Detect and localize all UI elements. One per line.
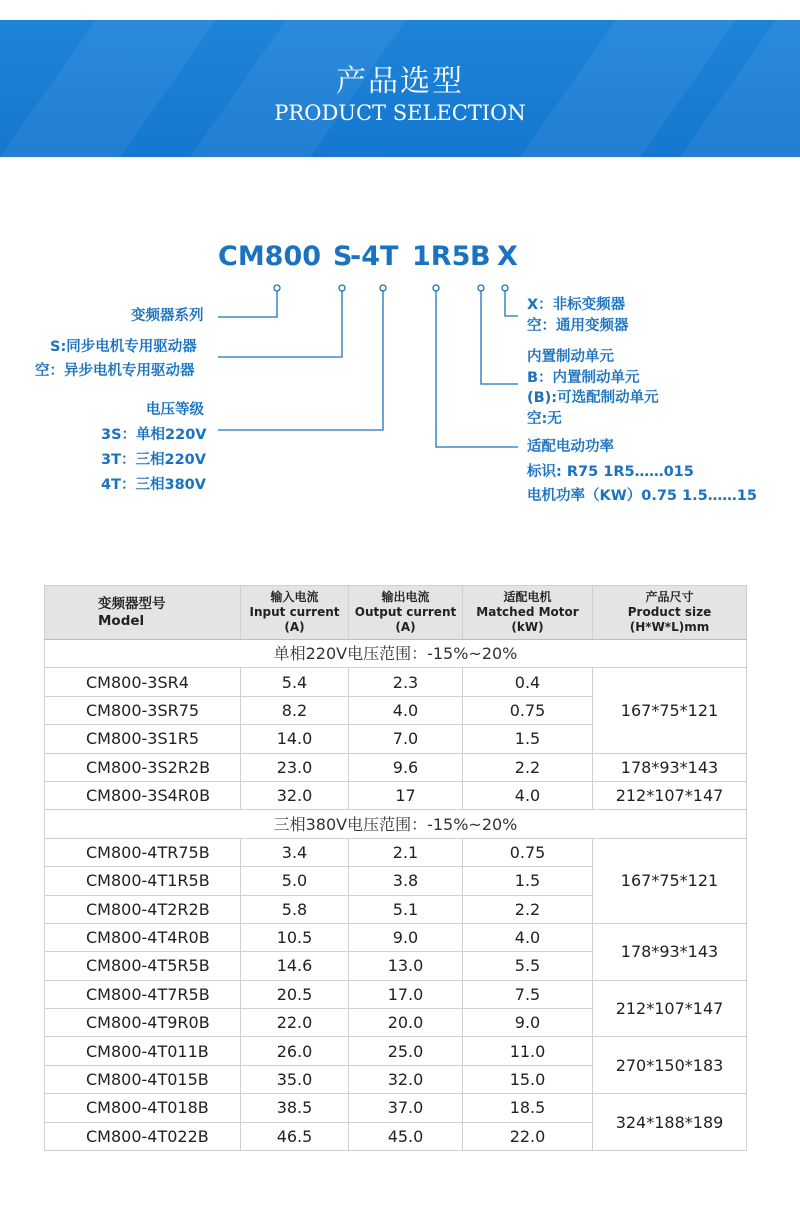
cell-input: 14.0 bbox=[241, 725, 349, 753]
cell-input: 5.0 bbox=[241, 867, 349, 895]
section-row bbox=[45, 810, 747, 838]
cell-size: 178*93*143 bbox=[593, 753, 747, 781]
cell-input: 35.0 bbox=[241, 1065, 349, 1093]
cell-motor: 1.5 bbox=[463, 725, 593, 753]
table-row bbox=[45, 838, 747, 866]
cell-output: 37.0 bbox=[349, 1094, 463, 1122]
cell-motor: 22.0 bbox=[463, 1122, 593, 1150]
cell-model: CM800-4T7R5B bbox=[45, 980, 241, 1008]
code-series: CM800 bbox=[218, 241, 322, 272]
cell-model: CM800-4TR75B bbox=[45, 838, 241, 866]
cell-model: CM800-4T2R2B bbox=[45, 895, 241, 923]
cell-model: CM800-4T5R5B bbox=[45, 952, 241, 980]
cell-input: 5.4 bbox=[241, 668, 349, 696]
cell-output: 3.8 bbox=[349, 867, 463, 895]
cell-motor: 0.4 bbox=[463, 668, 593, 696]
cell-output: 2.1 bbox=[349, 838, 463, 866]
cell-output: 4.0 bbox=[349, 696, 463, 724]
cell-input: 10.5 bbox=[241, 923, 349, 951]
cell-motor: 4.0 bbox=[463, 781, 593, 809]
cell-input: 32.0 bbox=[241, 781, 349, 809]
header-size: 产品尺寸 Product size (H*W*L)mm bbox=[593, 586, 747, 640]
code-voltage: -4T bbox=[350, 241, 399, 272]
cell-model: CM800-4T9R0B bbox=[45, 1009, 241, 1037]
cell-size: 178*93*143 bbox=[593, 923, 747, 980]
cell-motor: 2.2 bbox=[463, 753, 593, 781]
legend-power-title: 适配电动功率 bbox=[527, 439, 614, 455]
cell-size: 167*75*121 bbox=[593, 838, 747, 923]
legend-brake-none: 空:无 bbox=[527, 411, 562, 427]
cell-model: CM800-3SR75 bbox=[45, 696, 241, 724]
page-title: 产品选型 bbox=[336, 64, 464, 99]
section-row bbox=[45, 640, 747, 668]
legend-brake-b: B：内置制动单元 bbox=[527, 370, 640, 386]
cell-input: 46.5 bbox=[241, 1122, 349, 1150]
cell-model: CM800-3SR4 bbox=[45, 668, 241, 696]
cell-output: 45.0 bbox=[349, 1122, 463, 1150]
legend-power-values: 电机功率（KW）0.75 1.5……15 bbox=[527, 488, 757, 504]
cell-motor: 18.5 bbox=[463, 1094, 593, 1122]
legend-sync-2: 空：异步电机专用驱动器 bbox=[35, 363, 195, 379]
legend-voltage-title: 电压等级 bbox=[146, 402, 204, 418]
cell-size: 167*75*121 bbox=[593, 668, 747, 753]
cell-output: 5.1 bbox=[349, 895, 463, 923]
code-sync: S bbox=[333, 241, 353, 272]
table-row bbox=[45, 980, 747, 1008]
cell-size: 324*188*189 bbox=[593, 1094, 747, 1151]
legend-x-2: 空：通用变频器 bbox=[527, 318, 629, 334]
cell-input: 14.6 bbox=[241, 952, 349, 980]
code-power: 1R5 bbox=[412, 241, 471, 272]
legend-brake-opt: (B):可选配制动单元 bbox=[527, 390, 659, 406]
header-input: 输入电流 Input current (A) bbox=[241, 586, 349, 640]
cell-size: 212*107*147 bbox=[593, 980, 747, 1037]
cell-model: CM800-4T1R5B bbox=[45, 867, 241, 895]
cell-motor: 2.2 bbox=[463, 895, 593, 923]
cell-output: 20.0 bbox=[349, 1009, 463, 1037]
legend-series: 变频器系列 bbox=[131, 308, 204, 324]
table-row bbox=[45, 753, 747, 781]
cell-output: 13.0 bbox=[349, 952, 463, 980]
cell-motor: 11.0 bbox=[463, 1037, 593, 1065]
legend-voltage-3t: 3T：三相220V bbox=[101, 452, 206, 468]
selection-table-wrap bbox=[44, 585, 746, 1151]
cell-output: 17.0 bbox=[349, 980, 463, 1008]
legend-voltage-4t: 4T：三相380V bbox=[101, 477, 206, 493]
cell-motor: 1.5 bbox=[463, 867, 593, 895]
section-label: 单相220V电压范围：-15%~20% bbox=[45, 640, 747, 668]
cell-size: 270*150*183 bbox=[593, 1037, 747, 1094]
section-label: 三相380V电压范围：-15%~20% bbox=[45, 810, 747, 838]
code-brake: B bbox=[470, 241, 491, 272]
page-subtitle: PRODUCT SELECTION bbox=[274, 101, 526, 125]
header-model: 变频器型号 Model bbox=[45, 586, 241, 640]
cell-motor: 4.0 bbox=[463, 923, 593, 951]
table-header-row bbox=[45, 586, 747, 640]
cell-motor: 0.75 bbox=[463, 696, 593, 724]
cell-motor: 15.0 bbox=[463, 1065, 593, 1093]
cell-model: CM800-4T015B bbox=[45, 1065, 241, 1093]
cell-motor: 0.75 bbox=[463, 838, 593, 866]
cell-model: CM800-3S1R5 bbox=[45, 725, 241, 753]
legend-x-1: X：非标变频器 bbox=[527, 297, 626, 313]
cell-motor: 7.5 bbox=[463, 980, 593, 1008]
cell-output: 9.0 bbox=[349, 923, 463, 951]
cell-output: 32.0 bbox=[349, 1065, 463, 1093]
cell-model: CM800-4T4R0B bbox=[45, 923, 241, 951]
cell-input: 23.0 bbox=[241, 753, 349, 781]
legend-sync-1: S:同步电机专用驱动器 bbox=[50, 339, 197, 355]
header-motor: 适配电机 Matched Motor (kW) bbox=[463, 586, 593, 640]
cell-model: CM800-3S2R2B bbox=[45, 753, 241, 781]
table-row bbox=[45, 1094, 747, 1122]
cell-motor: 5.5 bbox=[463, 952, 593, 980]
cell-size: 212*107*147 bbox=[593, 781, 747, 809]
legend-brake-title: 内置制动单元 bbox=[527, 349, 614, 365]
code-x: X bbox=[497, 241, 518, 272]
cell-output: 25.0 bbox=[349, 1037, 463, 1065]
cell-model: CM800-4T018B bbox=[45, 1094, 241, 1122]
cell-model: CM800-4T011B bbox=[45, 1037, 241, 1065]
table-row bbox=[45, 923, 747, 951]
cell-input: 5.8 bbox=[241, 895, 349, 923]
cell-input: 8.2 bbox=[241, 696, 349, 724]
selection-table bbox=[44, 585, 747, 1151]
cell-input: 20.5 bbox=[241, 980, 349, 1008]
table-row bbox=[45, 1037, 747, 1065]
cell-motor: 9.0 bbox=[463, 1009, 593, 1037]
cell-input: 38.5 bbox=[241, 1094, 349, 1122]
cell-model: CM800-3S4R0B bbox=[45, 781, 241, 809]
header-output: 输出电流 Output current (A) bbox=[349, 586, 463, 640]
cell-output: 17 bbox=[349, 781, 463, 809]
legend-power-marks: 标识: R75 1R5……015 bbox=[527, 464, 694, 480]
cell-output: 2.3 bbox=[349, 668, 463, 696]
cell-input: 22.0 bbox=[241, 1009, 349, 1037]
cell-output: 7.0 bbox=[349, 725, 463, 753]
cell-input: 3.4 bbox=[241, 838, 349, 866]
table-row bbox=[45, 668, 747, 696]
legend-voltage-3s: 3S：单相220V bbox=[101, 427, 207, 443]
cell-model: CM800-4T022B bbox=[45, 1122, 241, 1150]
cell-input: 26.0 bbox=[241, 1037, 349, 1065]
table-row bbox=[45, 781, 747, 809]
cell-output: 9.6 bbox=[349, 753, 463, 781]
